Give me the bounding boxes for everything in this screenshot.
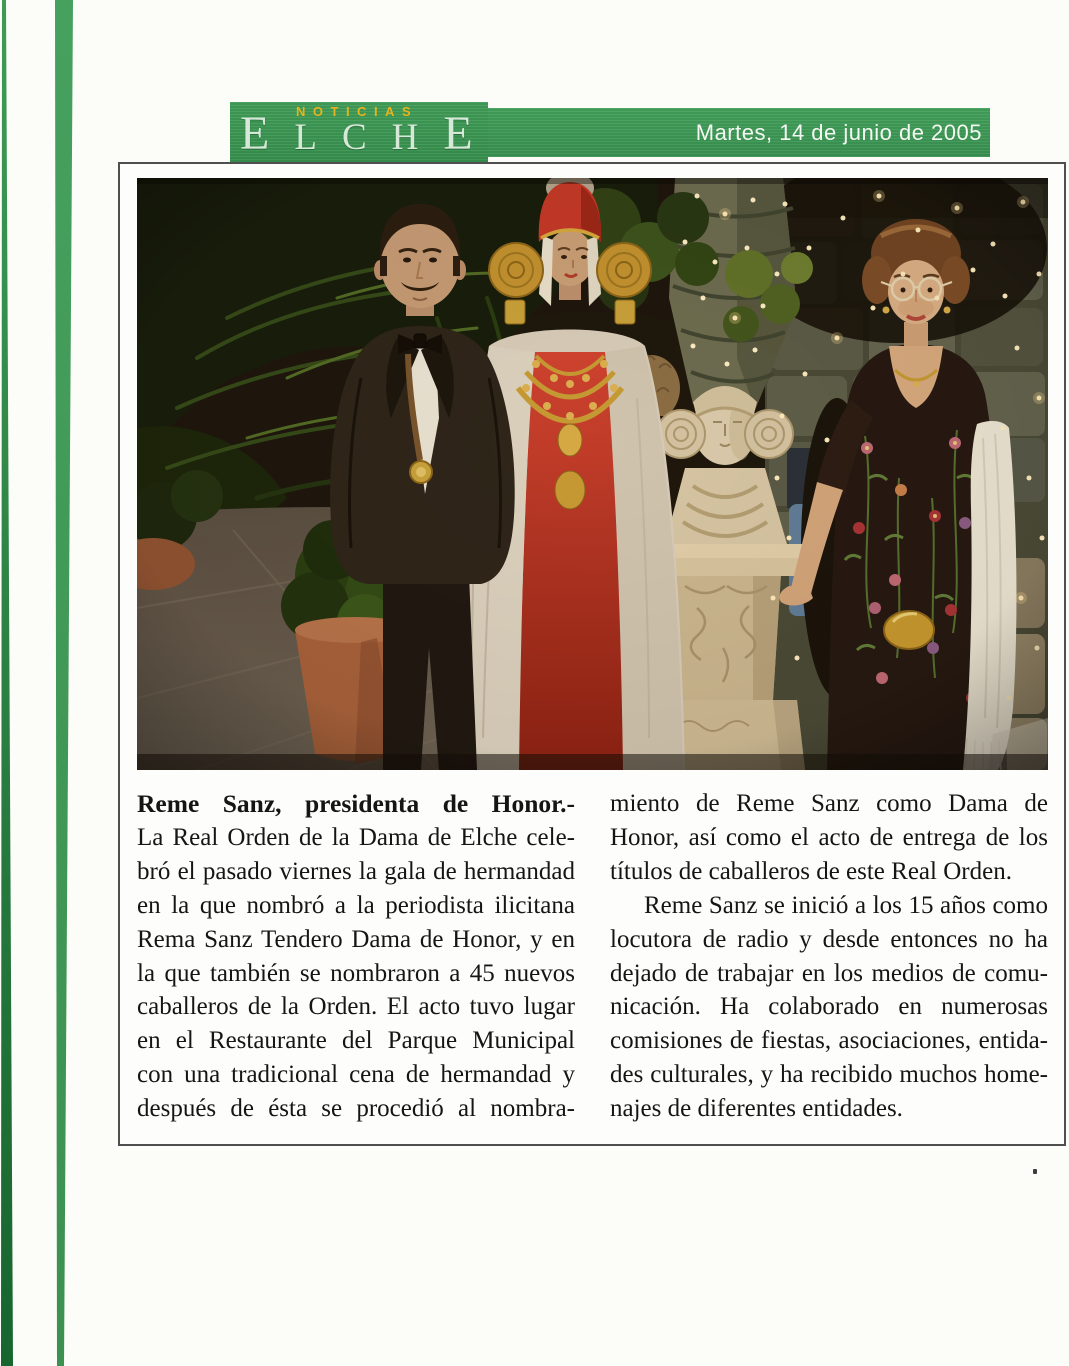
article-line: con una tradicional cena de hermandad y (137, 1061, 575, 1089)
logo-letter: H (391, 117, 419, 159)
masthead-banner (230, 104, 990, 160)
noticias-elche-logo (230, 102, 488, 163)
article-line: en la que nombró a la periodista ilicitana (137, 891, 575, 919)
article-line: caballeros de la Orden. El acto tuvo lugar (137, 993, 575, 1021)
vignette (137, 178, 1048, 770)
page-edge-line (0, 0, 16, 1366)
logo-letter: L (294, 117, 317, 159)
scan-speck (1033, 1169, 1037, 1174)
logo-letter: E (240, 107, 270, 160)
article-column-right (610, 787, 1048, 1126)
banner-date: Martes, 14 de junio de 2005 (695, 119, 982, 145)
article-line: la que también se nombraron a 45 nuevos (137, 959, 575, 987)
margin-green-stripe (50, 0, 76, 1366)
article-line: nicación. Ha colaborado en numerosas (610, 993, 1048, 1021)
article-line: Honor, así como el acto de entrega de los (610, 823, 1048, 851)
article-column-left (137, 787, 575, 1126)
article-line: Reme Sanz se inició a los 15 años como (644, 891, 1048, 919)
article-line: en el Restaurante del Parque Municipal (137, 1027, 575, 1055)
article-line: bró el pasado viernes la gala de hermandad (137, 857, 575, 885)
logo-letter: C (341, 117, 367, 159)
article-text (137, 787, 1048, 1126)
logo-letter: E (443, 107, 473, 160)
gala-photo-illustration (137, 178, 1048, 770)
article-frame (118, 162, 1066, 1146)
logo-noticias-text: NOTICIAS (296, 104, 419, 119)
gala-photo (137, 178, 1048, 770)
article-line: locutora de radio y desde entonces no ha (610, 925, 1048, 953)
article-line: miento de Reme Sanz como Dama de (610, 790, 1048, 817)
article-line: Rema Sanz Tendero Dama de Honor, y en (137, 925, 575, 953)
article-line: títulos de caballeros de este Real Orden. (610, 857, 1012, 885)
article-line: dejado de trabajar en los medios de comu- (610, 959, 1048, 987)
article-line: des culturales, y ha recibido muchos home- (610, 1061, 1048, 1089)
article-line: después de ésta se procedió al nombra- (137, 1095, 575, 1123)
article-line: La Real Orden de la Dama de Elche cele- (137, 823, 575, 851)
article-line: najes de diferentes entidades. (610, 1095, 903, 1123)
article-line: comisiones de fiestas, asociaciones, entida- (610, 1027, 1048, 1055)
article-line: Reme Sanz, presidenta de Honor.- (137, 789, 575, 818)
